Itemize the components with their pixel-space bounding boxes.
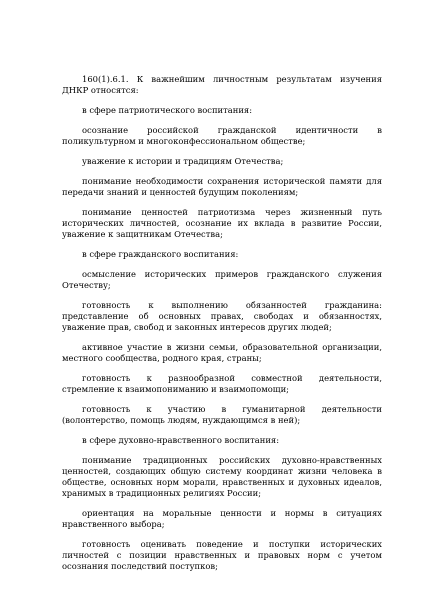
- paragraph-item: готовность к участию в гуманитарной деятельности (волонтерство, помощь людям, нуждающимся в ней);: [62, 404, 382, 425]
- paragraph-item: готовность к разнообразной совместной деятельности, стремление к взаимопониманию и взаимопомощи;: [62, 373, 382, 394]
- paragraph-heading: 160(1).6.1. К важнейшим личностным результатам изучения ДНКР относятся:: [62, 74, 382, 95]
- paragraph-section-spiritual: в сфере духовно-нравственного воспитания:: [82, 435, 280, 445]
- paragraph-item: готовность к выполнению обязанностей гражданина: представление об основных правах, свободах и обязанностях, уважение прав, свобод и законных интересов других людей;: [62, 300, 382, 332]
- document-body: [62, 74, 382, 581]
- paragraph-item: понимание традиционных российских духовно-нравственных ценностей, создающих общую систему координат жизни человека в обществе, основных норм морали, нравственных и духовных идеалов, хранимых в традиционных религиях России;: [62, 455, 382, 498]
- paragraph-item: осмысление исторических примеров гражданского служения Отечеству;: [62, 269, 382, 290]
- paragraph-item: активное участие в жизни семьи, образовательной организации, местного сообщества, родного края, страны;: [62, 342, 382, 363]
- paragraph-item: понимание необходимости сохранения исторической памяти для передачи знаний и ценностей будущим поколениям;: [62, 176, 382, 197]
- paragraph-item: осознание российской гражданской идентичности в поликультурном и многоконфессиональном обществе;: [62, 125, 382, 146]
- paragraph-section-civic: в сфере гражданского воспитания:: [82, 249, 239, 259]
- paragraph-item: готовность оценивать поведение и поступки исторических личностей с позиции нравственных и правовых норм с учетом осознания последствий поступков;: [62, 539, 382, 571]
- paragraph-item: ориентация на моральные ценности и нормы в ситуациях нравственного выбора;: [62, 508, 382, 529]
- paragraph-item: понимание ценностей патриотизма через жизненный путь исторических личностей, осознание их вклада в развитие России, уважение к защитникам Отечества;: [62, 207, 382, 239]
- paragraph-section-patriotic: в сфере патриотического воспитания:: [82, 105, 253, 115]
- paragraph-item: уважение к истории и традициям Отечества;: [82, 156, 284, 166]
